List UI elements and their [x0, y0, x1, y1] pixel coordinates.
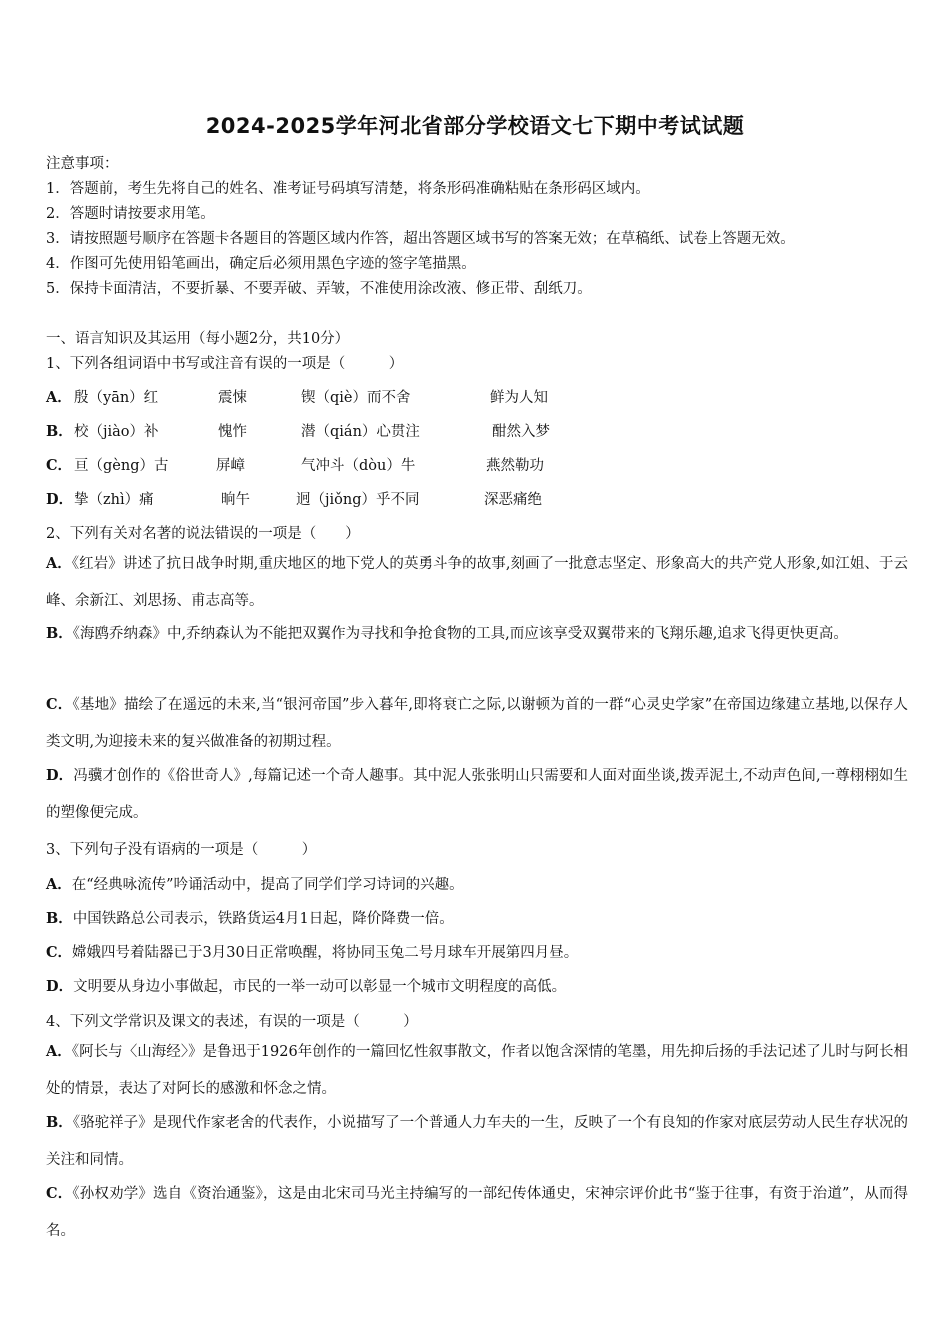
- option-paragraph: [46, 615, 908, 653]
- option-cell: 校（jiào）补: [74, 424, 159, 440]
- notice-item: 4．作图可先使用铅笔画出，确定后必须用黑色字迹的签字笔描黑。: [46, 256, 476, 272]
- question-stem: 3、下列句子没有语病的一项是（ ）: [46, 842, 317, 858]
- notice-item: 1．答题前，考生先将自己的姓名、准考证号码填写清楚，将条形码准确粘贴在条形码区域内。: [46, 181, 650, 197]
- option-cell: 殷（yān）红: [74, 390, 159, 406]
- option-cell: 燕然勒功: [486, 458, 544, 474]
- option-cell: 锲（qiè）而不舍: [301, 390, 411, 406]
- notice-heading: 注意事项：: [46, 156, 119, 172]
- option-cell: 屏嶂: [216, 458, 245, 474]
- option-paragraph: [46, 1033, 908, 1108]
- option-label: D．: [46, 978, 74, 995]
- option-text: 冯骥才创作的《俗世奇人》,每篇记述一个奇人趣事。其中泥人张张明山只需要和人面对面坐谈,拨弄泥土,不动声色间,一尊栩栩如生的塑像便完成。: [46, 768, 909, 821]
- section-heading: 一、语言知识及其运用（每小题2分，共10分）: [46, 331, 350, 347]
- option-label: C．: [46, 696, 73, 713]
- option-text: 《海鸥乔纳森》中,乔纳森认为不能把双翼作为寻找和争抢食物的工具,而应该享受双翼带来的飞翔乐趣,追求飞得更快更高。: [72, 626, 848, 642]
- option-paragraph: [46, 686, 908, 761]
- page-title: 2024-2025学年河北省部分学校语文七下期中考试试题: [205, 114, 745, 138]
- option-text: 《骆驼祥子》是现代作家老舍的代表作，小说描写了一个普通人力车夫的一生，反映了一个有良知的作家对底层劳动人民生存状况的关注和同情。: [46, 1115, 908, 1168]
- option-cell: 愧怍: [218, 424, 247, 440]
- option-text: 文明要从身边小事做起，市民的一举一动可以彰显一个城市文明程度的高低。: [73, 979, 567, 995]
- option-label: D．: [46, 767, 74, 784]
- option-text: 中国铁路总公司表示，铁路货运4月1日起，降价降费一倍。: [72, 911, 454, 927]
- option-label: B．: [46, 910, 73, 927]
- option-line: [46, 873, 464, 894]
- option-cell: 晌午: [221, 492, 250, 508]
- option-paragraph: [46, 1104, 908, 1179]
- option-cell: 潜（qián）心贯注: [301, 424, 420, 440]
- option-text: 在“经典咏流传”吟诵活动中，提高了同学们学习诗词的兴趣。: [71, 877, 464, 893]
- question-stem: 2、下列有关对名著的说法错误的一项是（ ）: [46, 526, 360, 542]
- option-text: 嫦娥四号着陆器已于3月30日正常唤醒，将协同玉兔二号月球车开展第四月昼。: [72, 945, 579, 961]
- question-stem: 4、下列文学常识及课文的表述，有误的一项是（ ）: [46, 1014, 418, 1030]
- option-paragraph: [46, 1175, 908, 1250]
- option-line: [46, 941, 578, 962]
- option-cell: 深恶痛绝: [484, 492, 542, 508]
- option-text: 《基地》描绘了在遥远的未来,当“银河帝国”步入暮年,即将衰亡之际,以谢顿为首的一群“心灵史学家”在帝国边缘建立基地,以保存人类文明,为迎接未来的复兴做准备的初期过程。: [46, 697, 908, 750]
- option-label: A．: [46, 555, 72, 572]
- option-label: B．: [46, 423, 73, 440]
- option-label: C．: [46, 944, 73, 961]
- question-stem: 1、下列各组词语中书写或注音有误的一项是（ ）: [46, 356, 404, 372]
- option-paragraph: [46, 757, 908, 832]
- option-label: B．: [46, 625, 73, 642]
- notice-item: 2．答题时请按要求用笔。: [46, 206, 215, 222]
- option-cell: 迥（jiǒng）乎不同: [296, 492, 420, 508]
- option-paragraph: [46, 545, 908, 620]
- option-label: A．: [46, 389, 72, 406]
- option-label: A．: [46, 876, 72, 893]
- option-cell: 鲜为人知: [490, 390, 548, 406]
- option-label: C．: [46, 457, 73, 474]
- option-line: [46, 907, 454, 928]
- option-cell: 挚（zhì）痛: [74, 492, 154, 508]
- option-text: 《红岩》讲述了抗日战争时期,重庆地区的地下党人的英勇斗争的故事,刻画了一批意志坚定、形象高大的共产党人形象,如江姐、于云峰、余新江、刘思扬、甫志高等。: [46, 556, 908, 609]
- option-text: 《孙权劝学》选自《资治通鉴》，这是由北宋司马光主持编写的一部纪传体通史，宋神宗评价此书“鉴于往事，有资于治道”，从而得名。: [46, 1186, 909, 1239]
- notice-item: 5．保持卡面清洁，不要折暴、不要弄破、弄皱，不准使用涂改液、修正带、刮纸刀。: [46, 281, 592, 297]
- option-cell: 酣然入梦: [492, 424, 550, 440]
- option-label: B．: [46, 1114, 73, 1131]
- option-cell: 亘（gèng）古: [74, 458, 169, 474]
- option-cell: 气冲斗（dòu）牛: [301, 458, 416, 474]
- option-label: D．: [46, 491, 74, 508]
- option-label: C．: [46, 1185, 73, 1202]
- option-text: 《阿长与〈山海经〉》是鲁迅于1926年创作的一篇回忆性叙事散文，作者以饱含深情的笔墨，用先抑后扬的手法记述了儿时与阿长相处的情景，表达了对阿长的感激和怀念之情。: [46, 1044, 908, 1097]
- option-label: A．: [46, 1043, 72, 1060]
- notice-item: 3．请按照题号顺序在答题卡各题目的答题区域内作答，超出答题区域书写的答案无效；在草稿纸、试卷上答题无效。: [46, 231, 795, 247]
- option-line: [46, 975, 566, 996]
- option-cell: 震悚: [218, 390, 247, 406]
